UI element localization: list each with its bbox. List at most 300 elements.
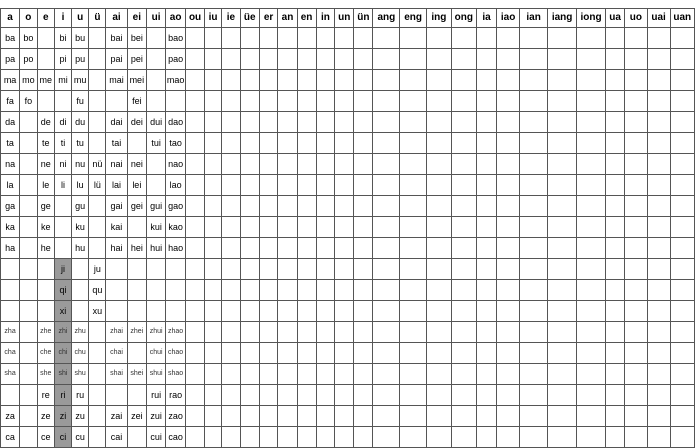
syllable-cell <box>147 91 166 112</box>
syllable-cell <box>240 91 259 112</box>
syllable-cell: ma <box>1 70 20 91</box>
syllable-cell <box>89 406 106 427</box>
syllable-cell <box>670 175 694 196</box>
syllable-cell <box>373 217 400 238</box>
syllable-cell: xu <box>89 301 106 322</box>
syllable-cell <box>476 322 496 343</box>
syllable-cell <box>647 154 670 175</box>
syllable-cell <box>222 259 241 280</box>
syllable-cell <box>259 301 278 322</box>
syllable-cell <box>670 49 694 70</box>
syllable-cell <box>316 175 335 196</box>
syllable-cell: zao <box>166 406 186 427</box>
syllable-cell: mao <box>166 70 186 91</box>
header-cell: ang <box>373 9 400 28</box>
syllable-cell <box>147 70 166 91</box>
syllable-cell <box>451 427 476 448</box>
syllable-cell <box>186 385 205 406</box>
syllable-cell <box>497 259 520 280</box>
syllable-cell <box>240 385 259 406</box>
syllable-cell: chai <box>106 343 127 364</box>
syllable-cell <box>316 112 335 133</box>
syllable-cell <box>520 217 548 238</box>
syllable-cell <box>548 364 577 385</box>
syllable-cell: shei <box>127 364 146 385</box>
syllable-cell <box>297 280 316 301</box>
syllable-cell <box>186 154 205 175</box>
syllable-cell <box>20 385 37 406</box>
header-cell: ong <box>451 9 476 28</box>
syllable-cell <box>497 133 520 154</box>
syllable-cell <box>427 28 452 49</box>
syllable-cell: she <box>37 364 54 385</box>
syllable-cell <box>259 427 278 448</box>
syllable-cell: ca <box>1 427 20 448</box>
syllable-cell <box>451 28 476 49</box>
syllable-cell <box>186 196 205 217</box>
syllable-cell <box>670 238 694 259</box>
syllable-cell <box>476 49 496 70</box>
syllable-cell <box>577 154 606 175</box>
table-row <box>1 133 695 154</box>
syllable-cell <box>259 238 278 259</box>
header-cell: e <box>37 9 54 28</box>
syllable-cell <box>205 385 222 406</box>
syllable-cell <box>577 133 606 154</box>
syllable-cell <box>451 385 476 406</box>
syllable-cell <box>278 112 297 133</box>
syllable-cell <box>335 70 354 91</box>
syllable-cell <box>520 406 548 427</box>
syllable-cell <box>222 133 241 154</box>
syllable-cell <box>625 112 648 133</box>
syllable-cell <box>606 385 625 406</box>
syllable-cell <box>427 427 452 448</box>
syllable-cell <box>186 112 205 133</box>
syllable-cell <box>497 196 520 217</box>
syllable-cell <box>186 49 205 70</box>
syllable-cell <box>451 259 476 280</box>
header-cell: eng <box>400 9 427 28</box>
syllable-cell: kai <box>106 217 127 238</box>
syllable-cell <box>354 280 373 301</box>
syllable-cell <box>670 133 694 154</box>
syllable-cell <box>205 133 222 154</box>
syllable-cell <box>427 112 452 133</box>
syllable-cell <box>205 91 222 112</box>
header-cell: uo <box>625 9 648 28</box>
syllable-cell <box>577 49 606 70</box>
syllable-cell <box>625 343 648 364</box>
syllable-cell <box>606 49 625 70</box>
syllable-cell: xi <box>54 301 71 322</box>
syllable-cell <box>451 280 476 301</box>
header-cell: o <box>20 9 37 28</box>
syllable-cell <box>354 259 373 280</box>
header-cell: ia <box>476 9 496 28</box>
syllable-cell <box>606 196 625 217</box>
syllable-cell <box>520 259 548 280</box>
syllable-cell: pao <box>166 49 186 70</box>
syllable-cell <box>278 385 297 406</box>
syllable-cell: pu <box>71 49 88 70</box>
header-cell: ing <box>427 9 452 28</box>
syllable-cell <box>166 91 186 112</box>
syllable-cell <box>240 364 259 385</box>
syllable-cell <box>259 70 278 91</box>
syllable-cell: ha <box>1 238 20 259</box>
syllable-cell <box>606 28 625 49</box>
syllable-cell: zhao <box>166 322 186 343</box>
syllable-cell <box>37 280 54 301</box>
syllable-cell: cao <box>166 427 186 448</box>
syllable-cell <box>20 301 37 322</box>
syllable-cell <box>670 91 694 112</box>
syllable-cell <box>427 322 452 343</box>
syllable-cell: lü <box>89 175 106 196</box>
syllable-cell <box>373 112 400 133</box>
syllable-cell <box>670 112 694 133</box>
syllable-cell <box>222 196 241 217</box>
syllable-cell <box>548 406 577 427</box>
syllable-cell <box>373 133 400 154</box>
syllable-cell: nao <box>166 154 186 175</box>
syllable-cell <box>647 70 670 91</box>
header-cell: ai <box>106 9 127 28</box>
syllable-cell <box>373 49 400 70</box>
syllable-cell: da <box>1 112 20 133</box>
syllable-cell: ru <box>71 385 88 406</box>
syllable-cell: fu <box>71 91 88 112</box>
syllable-cell <box>647 343 670 364</box>
syllable-cell <box>205 259 222 280</box>
syllable-cell <box>278 322 297 343</box>
syllable-cell <box>259 49 278 70</box>
syllable-cell <box>548 322 577 343</box>
syllable-cell <box>127 217 146 238</box>
syllable-cell <box>400 154 427 175</box>
syllable-cell: zai <box>106 406 127 427</box>
syllable-cell <box>127 133 146 154</box>
syllable-cell <box>54 91 71 112</box>
table-row <box>1 385 695 406</box>
syllable-cell <box>278 91 297 112</box>
syllable-cell <box>316 364 335 385</box>
syllable-cell: ba <box>1 28 20 49</box>
header-cell: ui <box>147 9 166 28</box>
syllable-cell <box>186 343 205 364</box>
syllable-cell <box>476 175 496 196</box>
syllable-cell <box>147 259 166 280</box>
syllable-cell: bai <box>106 28 127 49</box>
syllable-cell <box>520 322 548 343</box>
syllable-cell <box>205 427 222 448</box>
header-cell: uan <box>670 9 694 28</box>
syllable-cell <box>497 49 520 70</box>
syllable-cell <box>427 364 452 385</box>
syllable-cell <box>548 301 577 322</box>
syllable-cell <box>354 343 373 364</box>
syllable-cell <box>89 196 106 217</box>
syllable-cell: hai <box>106 238 127 259</box>
syllable-cell <box>647 364 670 385</box>
syllable-cell <box>497 28 520 49</box>
syllable-cell <box>297 112 316 133</box>
syllable-cell <box>316 154 335 175</box>
syllable-cell <box>476 427 496 448</box>
syllable-cell <box>186 259 205 280</box>
syllable-cell <box>222 301 241 322</box>
syllable-cell <box>606 406 625 427</box>
syllable-cell <box>520 112 548 133</box>
syllable-cell <box>205 343 222 364</box>
syllable-cell <box>373 175 400 196</box>
syllable-cell <box>647 196 670 217</box>
syllable-cell: gu <box>71 196 88 217</box>
syllable-cell: nü <box>89 154 106 175</box>
syllable-cell <box>20 217 37 238</box>
syllable-cell <box>497 406 520 427</box>
header-cell: i <box>54 9 71 28</box>
syllable-cell <box>240 301 259 322</box>
syllable-cell <box>166 280 186 301</box>
syllable-cell <box>451 238 476 259</box>
syllable-cell: kui <box>147 217 166 238</box>
syllable-cell <box>89 385 106 406</box>
syllable-cell <box>647 28 670 49</box>
syllable-cell <box>606 301 625 322</box>
table-row <box>1 259 695 280</box>
syllable-cell <box>297 91 316 112</box>
syllable-cell <box>297 154 316 175</box>
syllable-cell <box>297 427 316 448</box>
syllable-cell <box>335 175 354 196</box>
syllable-cell <box>520 49 548 70</box>
header-cell: er <box>259 9 278 28</box>
syllable-cell: cu <box>71 427 88 448</box>
syllable-cell <box>297 301 316 322</box>
syllable-cell <box>186 280 205 301</box>
syllable-cell <box>240 259 259 280</box>
syllable-cell <box>577 364 606 385</box>
syllable-cell <box>89 364 106 385</box>
syllable-cell: hao <box>166 238 186 259</box>
syllable-cell <box>316 385 335 406</box>
syllable-cell: pa <box>1 49 20 70</box>
header-cell: u <box>71 9 88 28</box>
syllable-cell: te <box>37 133 54 154</box>
syllable-cell <box>259 196 278 217</box>
syllable-cell <box>166 301 186 322</box>
syllable-cell <box>186 364 205 385</box>
syllable-cell <box>259 91 278 112</box>
syllable-cell <box>335 154 354 175</box>
syllable-cell <box>647 406 670 427</box>
syllable-cell: rui <box>147 385 166 406</box>
syllable-cell <box>497 427 520 448</box>
syllable-cell: kao <box>166 217 186 238</box>
syllable-cell <box>54 196 71 217</box>
syllable-cell <box>278 238 297 259</box>
syllable-cell: zhu <box>71 322 88 343</box>
syllable-cell <box>625 364 648 385</box>
table-row <box>1 238 695 259</box>
syllable-cell <box>373 70 400 91</box>
syllable-cell <box>625 70 648 91</box>
syllable-cell <box>222 112 241 133</box>
syllable-cell <box>625 427 648 448</box>
syllable-cell <box>20 322 37 343</box>
syllable-cell <box>647 259 670 280</box>
syllable-cell <box>297 322 316 343</box>
syllable-cell <box>548 385 577 406</box>
syllable-cell <box>335 259 354 280</box>
syllable-cell <box>316 343 335 364</box>
syllable-cell <box>89 238 106 259</box>
syllable-cell: bo <box>20 28 37 49</box>
syllable-cell <box>476 280 496 301</box>
syllable-cell <box>278 259 297 280</box>
syllable-cell: sha <box>1 364 20 385</box>
syllable-cell <box>316 133 335 154</box>
syllable-cell <box>278 343 297 364</box>
syllable-cell <box>147 49 166 70</box>
syllable-cell <box>670 28 694 49</box>
syllable-cell <box>606 154 625 175</box>
syllable-cell <box>497 238 520 259</box>
syllable-cell <box>606 217 625 238</box>
syllable-cell <box>647 175 670 196</box>
table-row <box>1 406 695 427</box>
header-cell: ian <box>520 9 548 28</box>
syllable-cell <box>20 196 37 217</box>
syllable-cell <box>127 343 146 364</box>
syllable-cell <box>670 406 694 427</box>
header-cell: ou <box>186 9 205 28</box>
header-cell: ie <box>222 9 241 28</box>
syllable-cell <box>625 28 648 49</box>
syllable-cell: ju <box>89 259 106 280</box>
syllable-cell <box>335 364 354 385</box>
syllable-cell: nu <box>71 154 88 175</box>
syllable-cell <box>89 427 106 448</box>
syllable-cell <box>89 70 106 91</box>
syllable-cell <box>373 238 400 259</box>
table-row <box>1 91 695 112</box>
syllable-cell: nei <box>127 154 146 175</box>
syllable-cell: nai <box>106 154 127 175</box>
syllable-cell <box>186 91 205 112</box>
syllable-cell <box>476 259 496 280</box>
syllable-cell <box>147 154 166 175</box>
syllable-cell: la <box>1 175 20 196</box>
syllable-cell <box>670 217 694 238</box>
syllable-cell <box>20 238 37 259</box>
syllable-cell <box>278 196 297 217</box>
syllable-cell <box>186 28 205 49</box>
syllable-cell <box>497 322 520 343</box>
syllable-cell <box>20 133 37 154</box>
syllable-cell <box>186 406 205 427</box>
syllable-cell <box>335 112 354 133</box>
syllable-cell <box>54 238 71 259</box>
header-cell: uai <box>647 9 670 28</box>
syllable-cell <box>205 301 222 322</box>
syllable-cell <box>476 301 496 322</box>
syllable-cell <box>240 343 259 364</box>
table-body <box>1 28 695 448</box>
syllable-cell: tao <box>166 133 186 154</box>
table-row <box>1 28 695 49</box>
syllable-cell <box>297 217 316 238</box>
syllable-cell <box>127 301 146 322</box>
syllable-cell <box>606 175 625 196</box>
syllable-cell <box>427 301 452 322</box>
syllable-cell <box>451 196 476 217</box>
syllable-cell <box>520 364 548 385</box>
syllable-cell <box>373 301 400 322</box>
syllable-cell <box>497 70 520 91</box>
syllable-cell <box>577 385 606 406</box>
syllable-cell <box>373 427 400 448</box>
syllable-cell <box>335 238 354 259</box>
syllable-cell <box>548 154 577 175</box>
syllable-cell <box>451 49 476 70</box>
syllable-cell <box>316 70 335 91</box>
syllable-cell <box>278 28 297 49</box>
syllable-cell <box>497 280 520 301</box>
syllable-cell <box>259 280 278 301</box>
syllable-cell <box>476 28 496 49</box>
syllable-cell <box>427 343 452 364</box>
syllable-cell <box>335 217 354 238</box>
syllable-cell <box>400 28 427 49</box>
syllable-cell <box>186 427 205 448</box>
syllable-cell <box>670 322 694 343</box>
syllable-cell <box>606 133 625 154</box>
syllable-cell <box>427 259 452 280</box>
syllable-cell <box>548 49 577 70</box>
syllable-cell <box>335 133 354 154</box>
syllable-cell <box>625 133 648 154</box>
syllable-cell <box>373 154 400 175</box>
syllable-cell <box>240 217 259 238</box>
syllable-cell: dao <box>166 112 186 133</box>
syllable-cell <box>354 175 373 196</box>
syllable-cell <box>186 322 205 343</box>
header-cell: an <box>278 9 297 28</box>
syllable-cell: shi <box>54 364 71 385</box>
syllable-cell <box>20 364 37 385</box>
syllable-cell: pei <box>127 49 146 70</box>
header-cell: ü <box>89 9 106 28</box>
syllable-cell <box>520 28 548 49</box>
syllable-cell <box>259 406 278 427</box>
syllable-cell <box>373 91 400 112</box>
syllable-cell <box>427 217 452 238</box>
syllable-cell <box>240 238 259 259</box>
syllable-cell <box>222 280 241 301</box>
syllable-cell <box>451 133 476 154</box>
syllable-cell <box>548 91 577 112</box>
syllable-cell <box>37 28 54 49</box>
syllable-cell <box>606 280 625 301</box>
syllable-cell <box>400 301 427 322</box>
syllable-cell: lu <box>71 175 88 196</box>
syllable-cell <box>127 385 146 406</box>
syllable-cell <box>476 343 496 364</box>
syllable-cell: zi <box>54 406 71 427</box>
